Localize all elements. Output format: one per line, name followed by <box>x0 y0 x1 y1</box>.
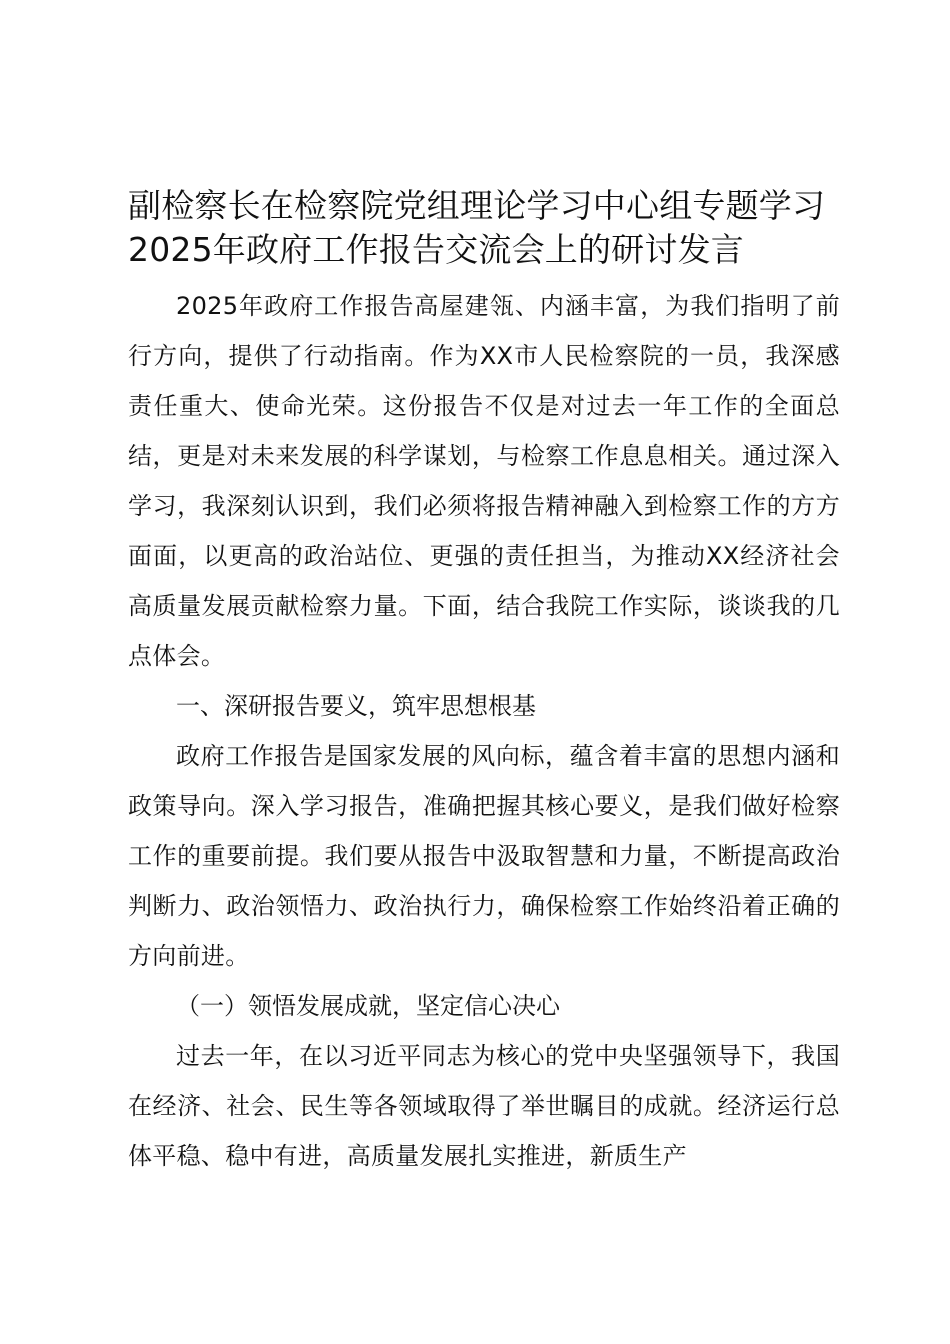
paragraph-section-1: 政府工作报告是国家发展的风向标，蕴含着丰富的思想内涵和政策导向。深入学习报告，准确把握其核心要义，是我们做好检察工作的重要前提。我们要从报告中汲取智慧和力量，不断提高政治判断力、政治领悟力、政治执行力，确保检察工作始终沿着正确的方向前进。 <box>128 742 840 970</box>
paragraph-subsection-1: 过去一年，在以习近平同志为核心的党中央坚强领导下，我国在经济、社会、民生等各领域取得了举世瞩目的成就。经济运行总体平稳、稳中有进，高质量发展扎实推进，新质生产 <box>128 1042 840 1170</box>
document-body <box>128 281 840 1181</box>
section-heading-1: 一、深研报告要义，筑牢思想根基 <box>176 692 536 720</box>
document-title: 副检察长在检察院党组理论学习中心组专题学习2025年政府工作报告交流会上的研讨发言 <box>128 186 826 269</box>
subsection-heading-1: （一）领悟发展成就，坚定信心决心 <box>176 992 560 1020</box>
paragraph-intro: 2025年政府工作报告高屋建瓴、内涵丰富，为我们指明了前行方向，提供了行动指南。作为XX市人民检察院的一员，我深感责任重大、使命光荣。这份报告不仅是对过去一年工作的全面总结，更是对未来发展的科学谋划，与检察工作息息相关。通过深入学习，我深刻认识到，我们必须将报告精神融入到检察工作的方方面面，以更高的政治站位、更强的责任担当，为推动XX经济社会高质量发展贡献检察力量。下面，结合我院工作实际，谈谈我的几点体会。 <box>128 292 840 670</box>
